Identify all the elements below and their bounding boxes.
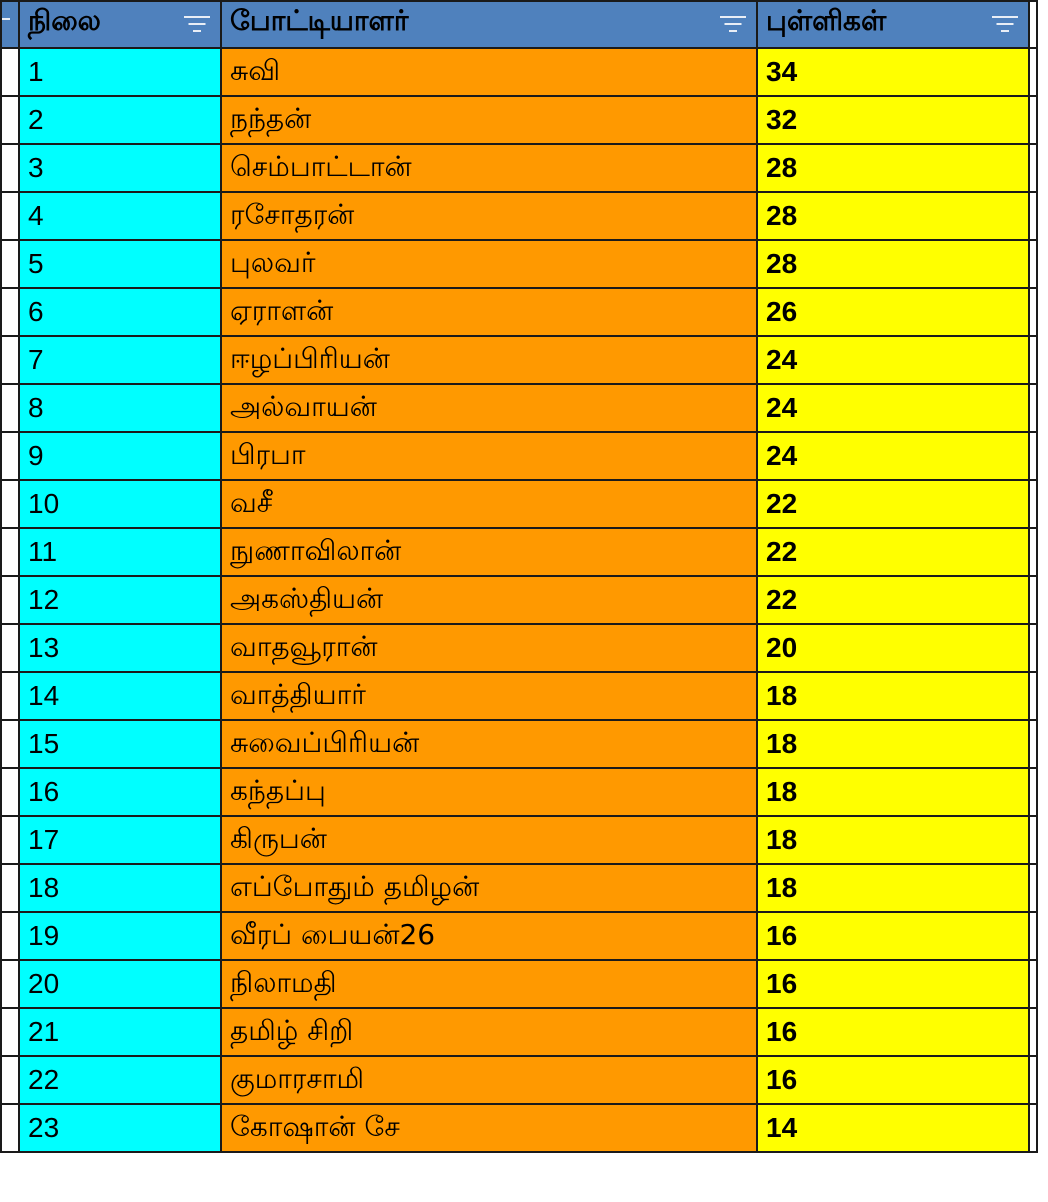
row-edge-cell[interactable] <box>1029 528 1037 576</box>
rank-cell[interactable]: 22 <box>19 1056 221 1104</box>
participant-cell[interactable]: நுணாவிலான் <box>221 528 757 576</box>
participant-cell[interactable]: வாத்தியார் <box>221 672 757 720</box>
row-edge-cell[interactable] <box>1029 1056 1037 1104</box>
points-cell[interactable]: 24 <box>757 432 1029 480</box>
table-row <box>1 288 1037 336</box>
row-edge-cell[interactable] <box>1 432 19 480</box>
table-row <box>1 1008 1037 1056</box>
row-edge-cell[interactable] <box>1 624 19 672</box>
table-row <box>1 96 1037 144</box>
participant-cell[interactable]: ஈழப்பிரியன் <box>221 336 757 384</box>
rank-cell[interactable]: 16 <box>19 768 221 816</box>
participant-cell[interactable]: தமிழ் சிறி <box>221 1008 757 1056</box>
rank-cell[interactable]: 20 <box>19 960 221 1008</box>
row-edge-cell[interactable] <box>1029 1008 1037 1056</box>
row-edge-cell[interactable] <box>1 240 19 288</box>
table-row <box>1 1104 1037 1152</box>
participant-cell[interactable]: சுவைப்பிரியன் <box>221 720 757 768</box>
participant-cell[interactable]: அகஸ்தியன் <box>221 576 757 624</box>
points-cell[interactable]: 18 <box>757 864 1029 912</box>
table-row <box>1 480 1037 528</box>
header-row <box>1 1 1037 48</box>
row-edge-cell[interactable] <box>1 192 19 240</box>
row-edge-cell[interactable] <box>1029 480 1037 528</box>
rank-cell[interactable]: 7 <box>19 336 221 384</box>
row-edge-cell[interactable] <box>1029 192 1037 240</box>
rank-cell[interactable]: 11 <box>19 528 221 576</box>
table-row <box>1 1056 1037 1104</box>
points-cell[interactable]: 20 <box>757 624 1029 672</box>
points-cell[interactable]: 28 <box>757 240 1029 288</box>
points-cell[interactable]: 16 <box>757 912 1029 960</box>
row-edge-cell[interactable] <box>1 384 19 432</box>
partial-filter-icon <box>2 18 10 20</box>
table-row <box>1 384 1037 432</box>
row-edge-cell[interactable] <box>1 288 19 336</box>
filter-icon[interactable] <box>184 16 210 34</box>
table-row <box>1 816 1037 864</box>
rank-cell[interactable]: 6 <box>19 288 221 336</box>
participant-cell[interactable]: கந்தப்பு <box>221 768 757 816</box>
table-row <box>1 336 1037 384</box>
points-cell[interactable]: 18 <box>757 816 1029 864</box>
participant-cell[interactable]: நந்தன் <box>221 96 757 144</box>
points-cell[interactable]: 28 <box>757 144 1029 192</box>
rank-cell[interactable]: 5 <box>19 240 221 288</box>
row-edge-cell[interactable] <box>1029 1104 1037 1152</box>
row-edge-cell[interactable] <box>1 672 19 720</box>
participant-cell[interactable]: கோஷான் சே <box>221 1104 757 1152</box>
row-edge-cell[interactable] <box>1029 240 1037 288</box>
row-edge-cell[interactable] <box>1 144 19 192</box>
table-row <box>1 720 1037 768</box>
row-edge-cell[interactable] <box>1 960 19 1008</box>
participant-cell[interactable]: கிருபன் <box>221 816 757 864</box>
table-row <box>1 864 1037 912</box>
points-cell[interactable]: 16 <box>757 1056 1029 1104</box>
rank-cell[interactable]: 8 <box>19 384 221 432</box>
rank-cell[interactable]: 19 <box>19 912 221 960</box>
row-edge-cell[interactable] <box>1029 624 1037 672</box>
participant-cell[interactable]: வீரப் பையன்26 <box>221 912 757 960</box>
row-edge-cell[interactable] <box>1 96 19 144</box>
points-cell[interactable]: 16 <box>757 1008 1029 1056</box>
table-row <box>1 576 1037 624</box>
row-edge-cell[interactable] <box>1 768 19 816</box>
points-cell[interactable]: 32 <box>757 96 1029 144</box>
row-edge-cell[interactable] <box>1 336 19 384</box>
row-edge-cell[interactable] <box>1029 384 1037 432</box>
row-edge-cell[interactable] <box>1 480 19 528</box>
row-edge-cell[interactable] <box>1029 432 1037 480</box>
points-cell[interactable]: 24 <box>757 384 1029 432</box>
previous-column-header <box>1 1 19 48</box>
points-cell[interactable]: 34 <box>757 48 1029 96</box>
points-cell[interactable]: 24 <box>757 336 1029 384</box>
table-row <box>1 144 1037 192</box>
participant-cell[interactable]: எப்போதும் தமிழன் <box>221 864 757 912</box>
header-rank[interactable] <box>19 1 221 48</box>
table-row <box>1 624 1037 672</box>
row-edge-cell[interactable] <box>1 48 19 96</box>
participant-cell[interactable]: குமாரசாமி <box>221 1056 757 1104</box>
participant-cell[interactable]: புலவர் <box>221 240 757 288</box>
table-row <box>1 432 1037 480</box>
row-edge-cell[interactable] <box>1029 672 1037 720</box>
participant-cell[interactable]: செம்பாட்டான் <box>221 144 757 192</box>
points-cell[interactable]: 18 <box>757 672 1029 720</box>
row-edge-cell[interactable] <box>1029 48 1037 96</box>
participant-cell[interactable]: ரசோதரன் <box>221 192 757 240</box>
row-edge-cell[interactable] <box>1029 144 1037 192</box>
row-edge-cell[interactable] <box>1 1104 19 1152</box>
points-cell[interactable]: 22 <box>757 480 1029 528</box>
rank-cell[interactable]: 23 <box>19 1104 221 1152</box>
points-cell[interactable]: 22 <box>757 576 1029 624</box>
rank-cell[interactable]: 15 <box>19 720 221 768</box>
row-edge-cell[interactable] <box>1 720 19 768</box>
participant-cell[interactable]: ஏராளன் <box>221 288 757 336</box>
participant-cell[interactable]: நிலாமதி <box>221 960 757 1008</box>
rank-cell[interactable]: 2 <box>19 96 221 144</box>
header-rank-label: நிலை <box>28 4 101 37</box>
points-cell[interactable]: 14 <box>757 1104 1029 1152</box>
participant-cell[interactable]: வாதவூரான் <box>221 624 757 672</box>
row-edge-cell[interactable] <box>1029 768 1037 816</box>
rank-cell[interactable]: 12 <box>19 576 221 624</box>
header-participant-label: போட்டியாளர் <box>230 4 409 37</box>
points-cell[interactable]: 18 <box>757 720 1029 768</box>
header-points-label: புள்ளிகள் <box>766 4 887 37</box>
table-row <box>1 672 1037 720</box>
header-participant[interactable] <box>221 1 757 48</box>
points-cell[interactable]: 16 <box>757 960 1029 1008</box>
row-edge-cell[interactable] <box>1029 720 1037 768</box>
points-cell[interactable]: 22 <box>757 528 1029 576</box>
points-cell[interactable]: 26 <box>757 288 1029 336</box>
row-edge-cell[interactable] <box>1029 576 1037 624</box>
rank-cell[interactable]: 17 <box>19 816 221 864</box>
row-edge-cell[interactable] <box>1029 864 1037 912</box>
rank-cell[interactable]: 9 <box>19 432 221 480</box>
row-edge-cell[interactable] <box>1029 96 1037 144</box>
row-edge-cell[interactable] <box>1 528 19 576</box>
participant-cell[interactable]: அல்வாயன் <box>221 384 757 432</box>
header-points[interactable] <box>757 1 1029 48</box>
rank-cell[interactable]: 21 <box>19 1008 221 1056</box>
row-edge-cell[interactable] <box>1 576 19 624</box>
row-edge-cell[interactable] <box>1 912 19 960</box>
next-column-header <box>1029 1 1037 48</box>
table-row <box>1 240 1037 288</box>
points-cell[interactable]: 18 <box>757 768 1029 816</box>
participant-cell[interactable]: பிரபா <box>221 432 757 480</box>
table-row <box>1 912 1037 960</box>
filter-icon[interactable] <box>720 16 746 34</box>
table-row <box>1 528 1037 576</box>
filter-icon[interactable] <box>992 16 1018 34</box>
points-cell[interactable]: 28 <box>757 192 1029 240</box>
participant-cell[interactable]: வசீ <box>221 480 757 528</box>
rank-cell[interactable]: 1 <box>19 48 221 96</box>
table-row <box>1 960 1037 1008</box>
row-edge-cell[interactable] <box>1 864 19 912</box>
rank-cell[interactable]: 14 <box>19 672 221 720</box>
rank-cell[interactable]: 18 <box>19 864 221 912</box>
rank-cell[interactable]: 10 <box>19 480 221 528</box>
rank-cell[interactable]: 13 <box>19 624 221 672</box>
row-edge-cell[interactable] <box>1 1056 19 1104</box>
table-body <box>1 48 1037 1152</box>
row-edge-cell[interactable] <box>1029 816 1037 864</box>
row-edge-cell[interactable] <box>1029 960 1037 1008</box>
table-row <box>1 48 1037 96</box>
table-row <box>1 768 1037 816</box>
row-edge-cell[interactable] <box>1029 336 1037 384</box>
row-edge-cell[interactable] <box>1029 288 1037 336</box>
row-edge-cell[interactable] <box>1 816 19 864</box>
participant-cell[interactable]: சுவி <box>221 48 757 96</box>
row-edge-cell[interactable] <box>1 1008 19 1056</box>
rank-cell[interactable]: 3 <box>19 144 221 192</box>
rank-cell[interactable]: 4 <box>19 192 221 240</box>
row-edge-cell[interactable] <box>1029 912 1037 960</box>
table-row <box>1 192 1037 240</box>
